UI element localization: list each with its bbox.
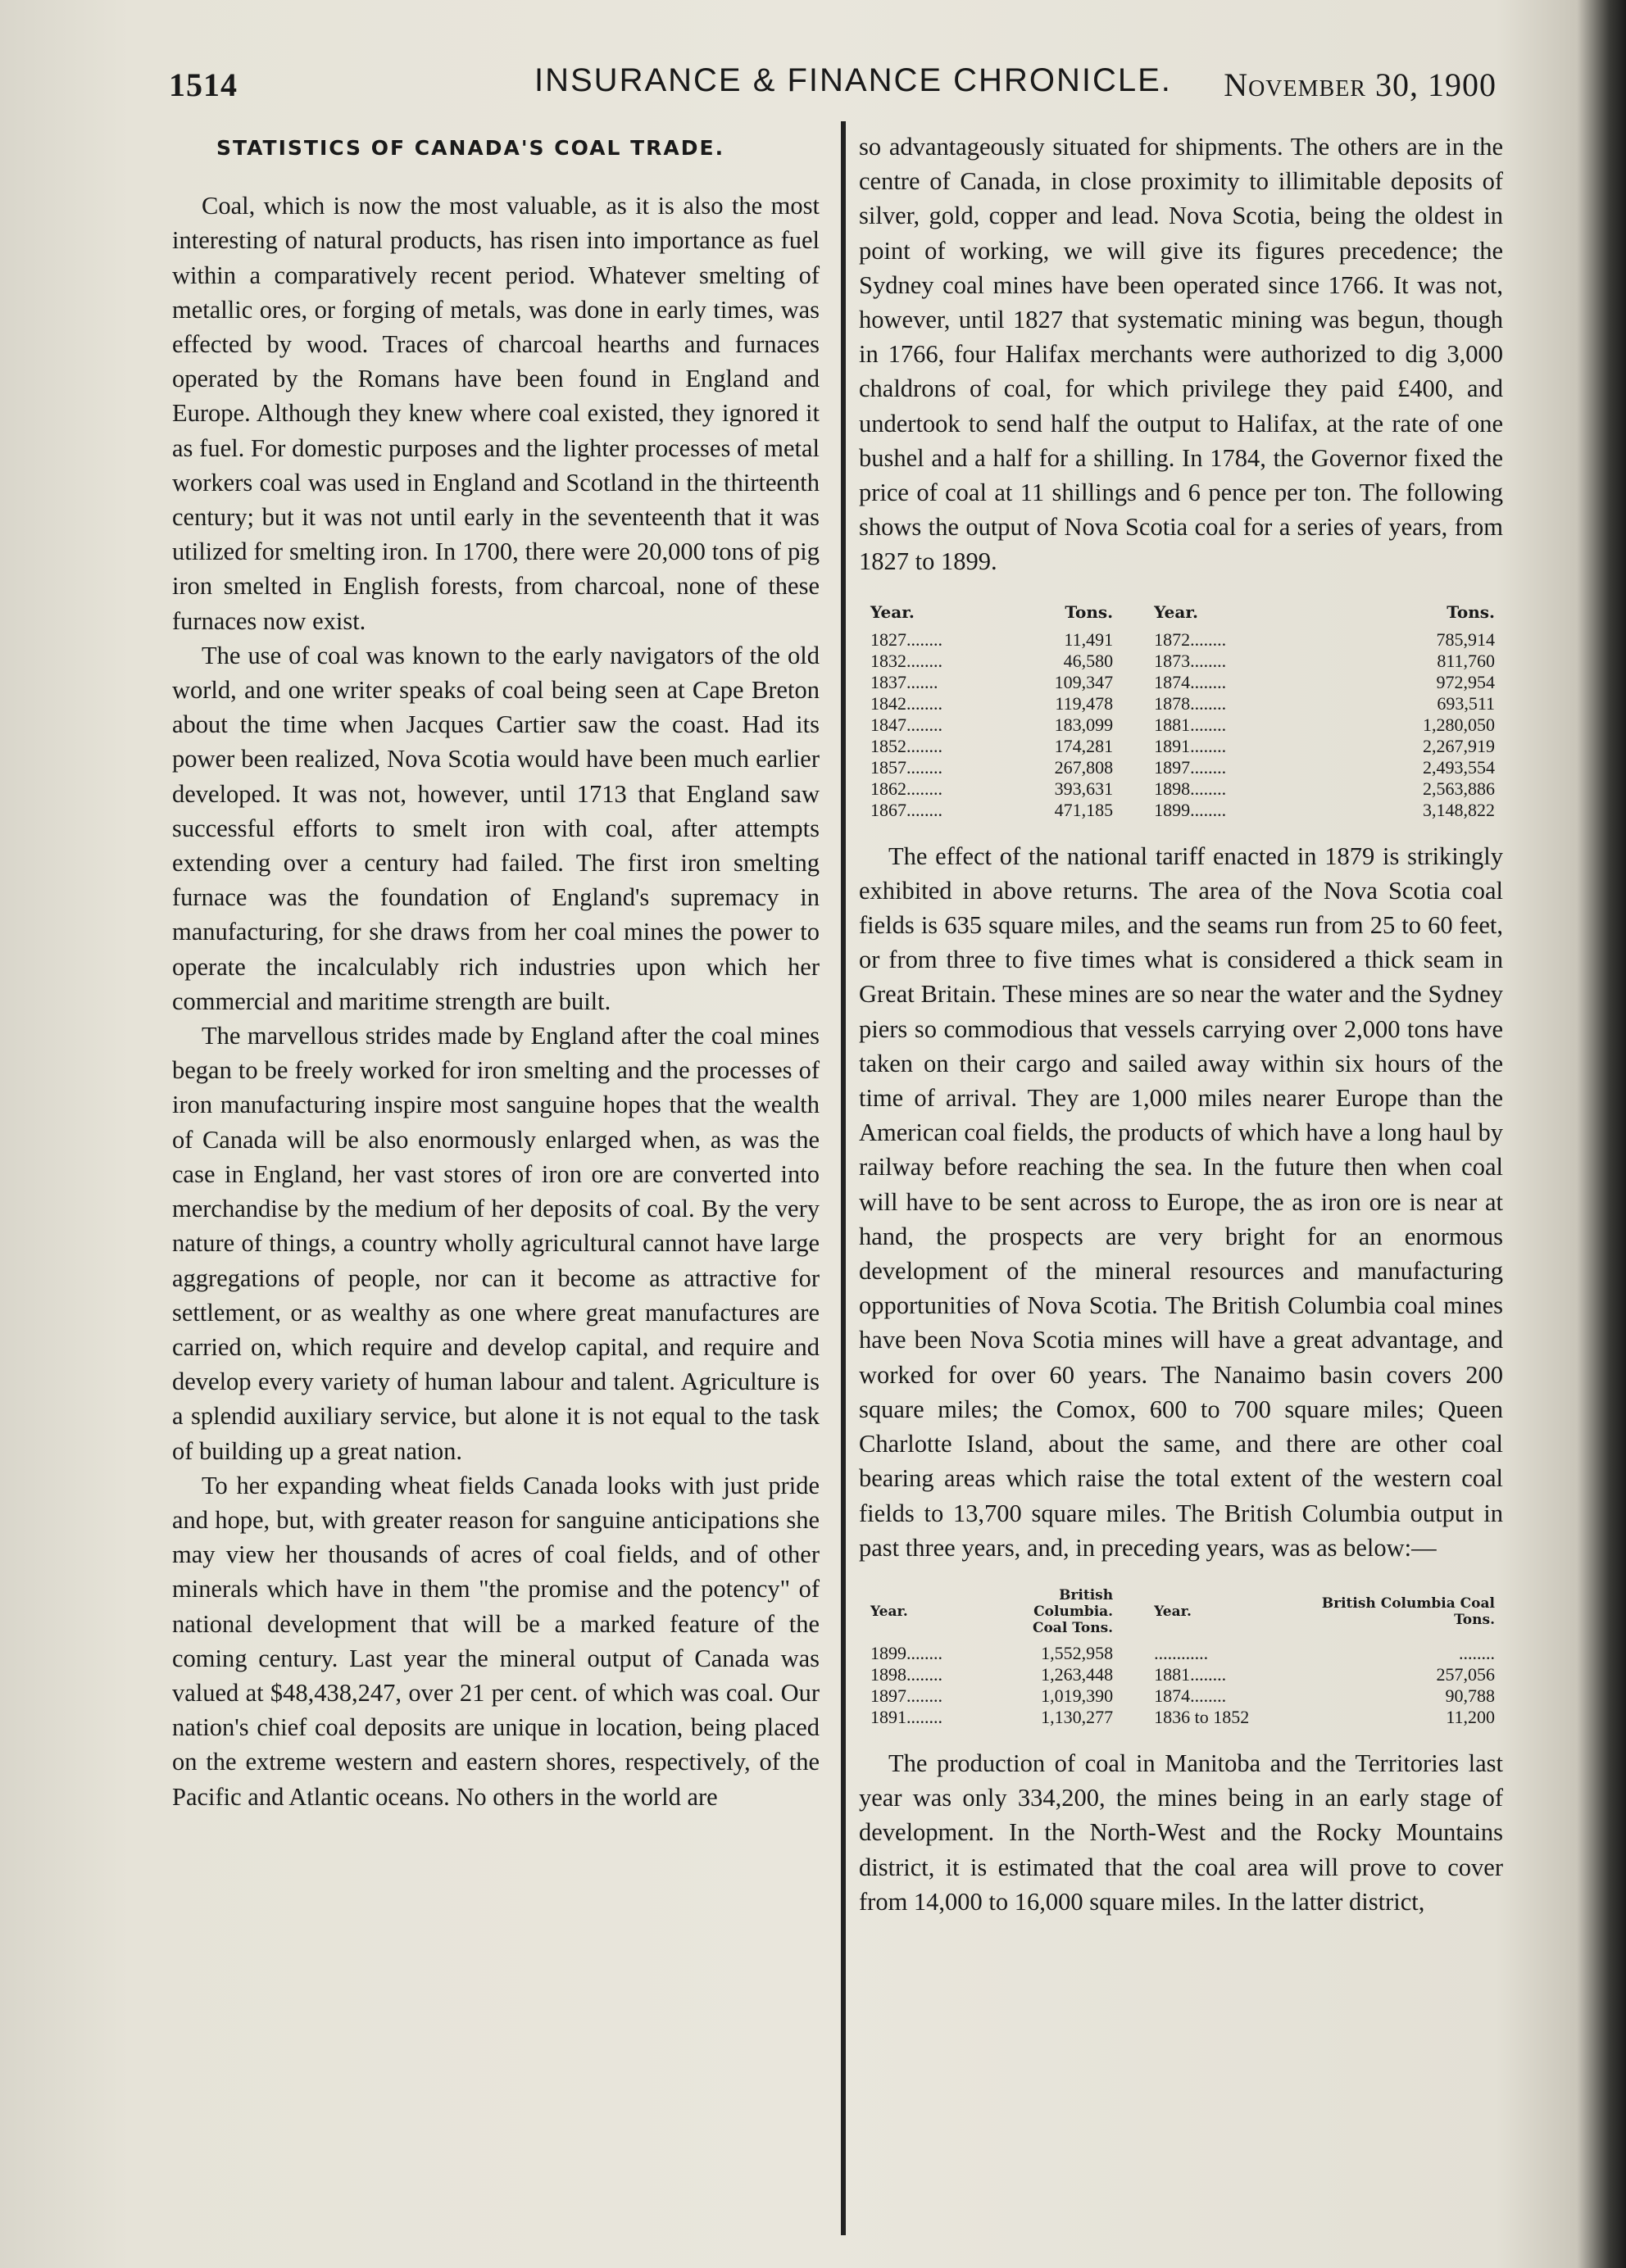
table-cell: 90,788 (1445, 1685, 1495, 1706)
table-cell: 393,631 (1054, 778, 1114, 799)
table-row (859, 1707, 1503, 1728)
table-cell: 109,347 (1054, 671, 1114, 692)
table-cell: 1836 to 1852 (1154, 1706, 1250, 1727)
table-cell: 1,280,050 (1423, 714, 1495, 735)
table-cell: 257,056 (1436, 1663, 1495, 1685)
british-columbia-output-table (859, 1586, 1503, 1728)
table-cell: 1897........ (870, 1685, 942, 1706)
table-cell: 1873........ (1154, 650, 1227, 671)
table-row (859, 757, 1503, 778)
column-header: Tons. (1065, 601, 1114, 622)
journal-title: INSURANCE & FINANCE CHRONICLE. (534, 62, 1172, 98)
table-cell: 119,478 (1055, 692, 1114, 714)
article-title: STATISTICS OF CANADA'S COAL TRADE. (216, 136, 725, 160)
right-column (859, 129, 1503, 1919)
table-cell: 1899........ (1154, 799, 1227, 820)
paragraph: so advantageously situated for shipments. The others are in the centre of Canada, in close proximity to illimitable deposits of silver, gold, copper and lead. Nova Scotia, being the oldest in point of working, we will give its figures precedence; the Sydney coal mines have been operated since 1766. It was not, however, until 1827 that systematic mining was begun, though in 1766, four Halifax merchants were authorized to dig 3,000 chaldrons of coal, for which privilege they paid £400, and undertook to send half the output to Halifax, at the rate of one bushel and a half for a shilling. In 1784, the Governor fixed the price of coal at 11 shillings and 6 pence per ton. The following shows the output of Nova Scotia coal for a series of years, from 1827 to 1899. (859, 133, 1503, 576)
table-cell: 46,580 (1063, 650, 1114, 671)
table-cell: 1,263,448 (1041, 1663, 1114, 1685)
table-cell: 1832........ (870, 650, 942, 671)
table-cell: 267,808 (1054, 756, 1114, 778)
table-cell: 1837....... (870, 671, 938, 692)
column-divider (841, 121, 846, 2235)
table-cell: 1847........ (870, 714, 942, 735)
table-cell: 1867........ (870, 799, 942, 820)
table-header-row (859, 1586, 1503, 1643)
column-header: British Columbia Coal Tons. (1321, 1594, 1495, 1628)
table-cell: 1899........ (870, 1642, 942, 1663)
table-cell: 1891........ (1154, 735, 1227, 756)
table-cell: 1874........ (1154, 671, 1227, 692)
table-cell: 2,267,919 (1423, 735, 1495, 756)
page-header (169, 57, 1497, 107)
column-header: Year. (1154, 601, 1198, 622)
column-header: Year. (870, 601, 915, 622)
table-cell: 1,019,390 (1041, 1685, 1114, 1706)
table-cell: 3,148,822 (1423, 799, 1495, 820)
table-cell: 471,185 (1054, 799, 1114, 820)
table-cell: 972,954 (1436, 671, 1495, 692)
table-row (859, 1685, 1503, 1707)
table-cell: 811,760 (1437, 650, 1495, 671)
table-cell: 1878........ (1154, 692, 1227, 714)
table-cell: 2,493,554 (1423, 756, 1495, 778)
table-row (859, 693, 1503, 714)
page-number: 1514 (169, 66, 238, 103)
table-cell: ........ (1459, 1642, 1495, 1663)
table-cell: 1,130,277 (1041, 1706, 1114, 1727)
paragraph: The use of coal was known to the early navigators of the old world, and one writer speaks of coal being seen at Cape Breton about the time when Jacques Cartier saw the coast. Had its power been realized, Nova Scotia would have been much earlier developed. It was not, however, until 1713 that England saw successful efforts to smelt iron with coal, after attempts extending over a century had failed. The first iron smelting furnace was the foundation of England's supremacy in manufacturing, for she draws from her coal mines the power to operate the incalculably rich industries upon which her commercial and maritime strength are built. (172, 641, 820, 1015)
table-row (859, 629, 1503, 651)
table-body (859, 1643, 1503, 1728)
paragraph: To her expanding wheat fields Canada looks with just pride and hope, but, with greater reason for sanguine anticipations she may view her thousands of acres of coal fields, and of other minerals which have in them "the promise and the potency" of national development that will be a marked feature of the coming century. Last year the mineral output of Canada was valued at $48,438,247, over 21 per cent. of which was coal. Our nation's chief coal deposits are unique in location, being placed on the extreme western and eastern shores, respectively, of the Pacific and Atlantic oceans. No others in the world are (172, 1471, 820, 1811)
table-cell: 1857........ (870, 756, 942, 778)
table-cell: 693,511 (1437, 692, 1495, 714)
table-body (859, 629, 1503, 821)
column-header: Tons. (1447, 601, 1495, 622)
table-row (859, 800, 1503, 821)
table-cell: 1,552,958 (1041, 1642, 1114, 1663)
table-cell: 1898........ (870, 1663, 942, 1685)
column-header: British Columbia. Coal Tons. (1032, 1586, 1114, 1636)
table-row (859, 1643, 1503, 1664)
table-cell: 2,563,886 (1423, 778, 1495, 799)
table-cell: 1898........ (1154, 778, 1227, 799)
table-cell: 1891........ (870, 1706, 942, 1727)
table-row (859, 651, 1503, 672)
table-cell: 1881........ (1154, 1663, 1227, 1685)
table-row (859, 714, 1503, 736)
table-header-row (859, 601, 1503, 629)
table-cell: 1897........ (1154, 756, 1227, 778)
table-cell: 1827........ (870, 628, 942, 650)
paragraph: The marvellous strides made by England after the coal mines began to be freely worked for iron smelting and the processes of iron manufacturing inspire most sanguine hopes that the wealth of Canada will be also enormously enlarged when, as was the case in England, her vast stores of iron ore are converted into merchandise by the medium of her deposits of coal. By the very nature of things, a country wholly agricultural cannot have large aggregations of people, nor can it become as attractive for settlement, or as wealthy as one where great manufactures are carried on, which require and develop capital, and require and develop every variety of human labour and talent. Agriculture is a splendid auxiliary service, but alone it is not equal to the task of building up a great nation. (172, 1022, 820, 1465)
nova-scotia-output-table (859, 601, 1503, 821)
left-column (172, 129, 820, 1814)
issue-date: November 30, 1900 (1224, 66, 1497, 103)
paragraph: The effect of the national tariff enacted in 1879 is strikingly exhibited in above returns. The area of the Nova Scotia coal fields is 635 square miles, and the seams run from 25 to 60 feet, or from three to five times what is considered a thick seam in Great Britain. These mines are so near the water and the Sydney piers so commodious that vessels carrying over 2,000 tons have taken on their cargo and sailed away within six hours of the time of arrival. They are 1,000 miles nearer Europe than the American coal fields, the products of which have a long haul by railway before reaching the sea. In the future then when coal will have to be sent across to Europe, the as iron ore is near at hand, the prospects are very bright for an enormous development of the mineral resources and manufacturing opportunities of Nova Scotia. The British Columbia coal mines have been Nova Scotia mines will have a great advantage, and worked for over 60 years. The Nanaimo basin covers 200 square miles; the Comox, 600 to 700 square miles; Queen Charlotte Island, about the same, and there are other coal bearing areas which raise the total extent of the western coal fields to 13,700 square miles. The British Columbia output in past three years, and, in preceding years, was as below:— (859, 841, 1503, 1562)
column-header: Year. (1154, 1603, 1192, 1620)
table-cell: 1881........ (1154, 714, 1227, 735)
table-cell: 785,914 (1436, 628, 1495, 650)
table-cell: 1842........ (870, 692, 942, 714)
table-row (859, 1664, 1503, 1685)
paragraph: Coal, which is now the most valuable, as it is also the most interesting of natural products, has risen into importance as fuel within a comparatively recent period. Whatever smelting of metallic ores, or forging of metals, was done in early times, was effected by wood. Traces of charcoal hearths and furnaces operated by the Romans have been found in England and Europe. Although they knew where coal existed, they ignored it as fuel. For domestic purposes and the lighter processes of metal workers coal was used in England and Scotland in the thirteenth century; but it was not until early in the seventeenth that it was utilized for smelting iron. In 1700, there were 20,000 tons of pig iron smelted in English forests, from charcoal, none of these furnaces now exist. (172, 192, 820, 635)
table-cell: 1862........ (870, 778, 942, 799)
table-cell: 1852........ (870, 735, 942, 756)
paragraph: The production of coal in Manitoba and the Territories last year was only 334,200, the mines being in an early stage of development. In the North-West and the Rocky Mountains district, it is estimated that the coal area will prove to cover from 14,000 to 16,000 square miles. In the latter district, (859, 1749, 1503, 1916)
table-cell: 1872........ (1154, 628, 1227, 650)
table-cell: 1874........ (1154, 1685, 1227, 1706)
table-cell: 183,099 (1054, 714, 1114, 735)
table-cell: 174,281 (1054, 735, 1114, 756)
table-row (859, 778, 1503, 800)
column-header: Year. (870, 1603, 908, 1620)
table-cell: ............ (1154, 1642, 1209, 1663)
table-row (859, 736, 1503, 757)
table-cell: 11,200 (1446, 1706, 1495, 1727)
table-row (859, 672, 1503, 693)
table-cell: 11,491 (1064, 628, 1114, 650)
